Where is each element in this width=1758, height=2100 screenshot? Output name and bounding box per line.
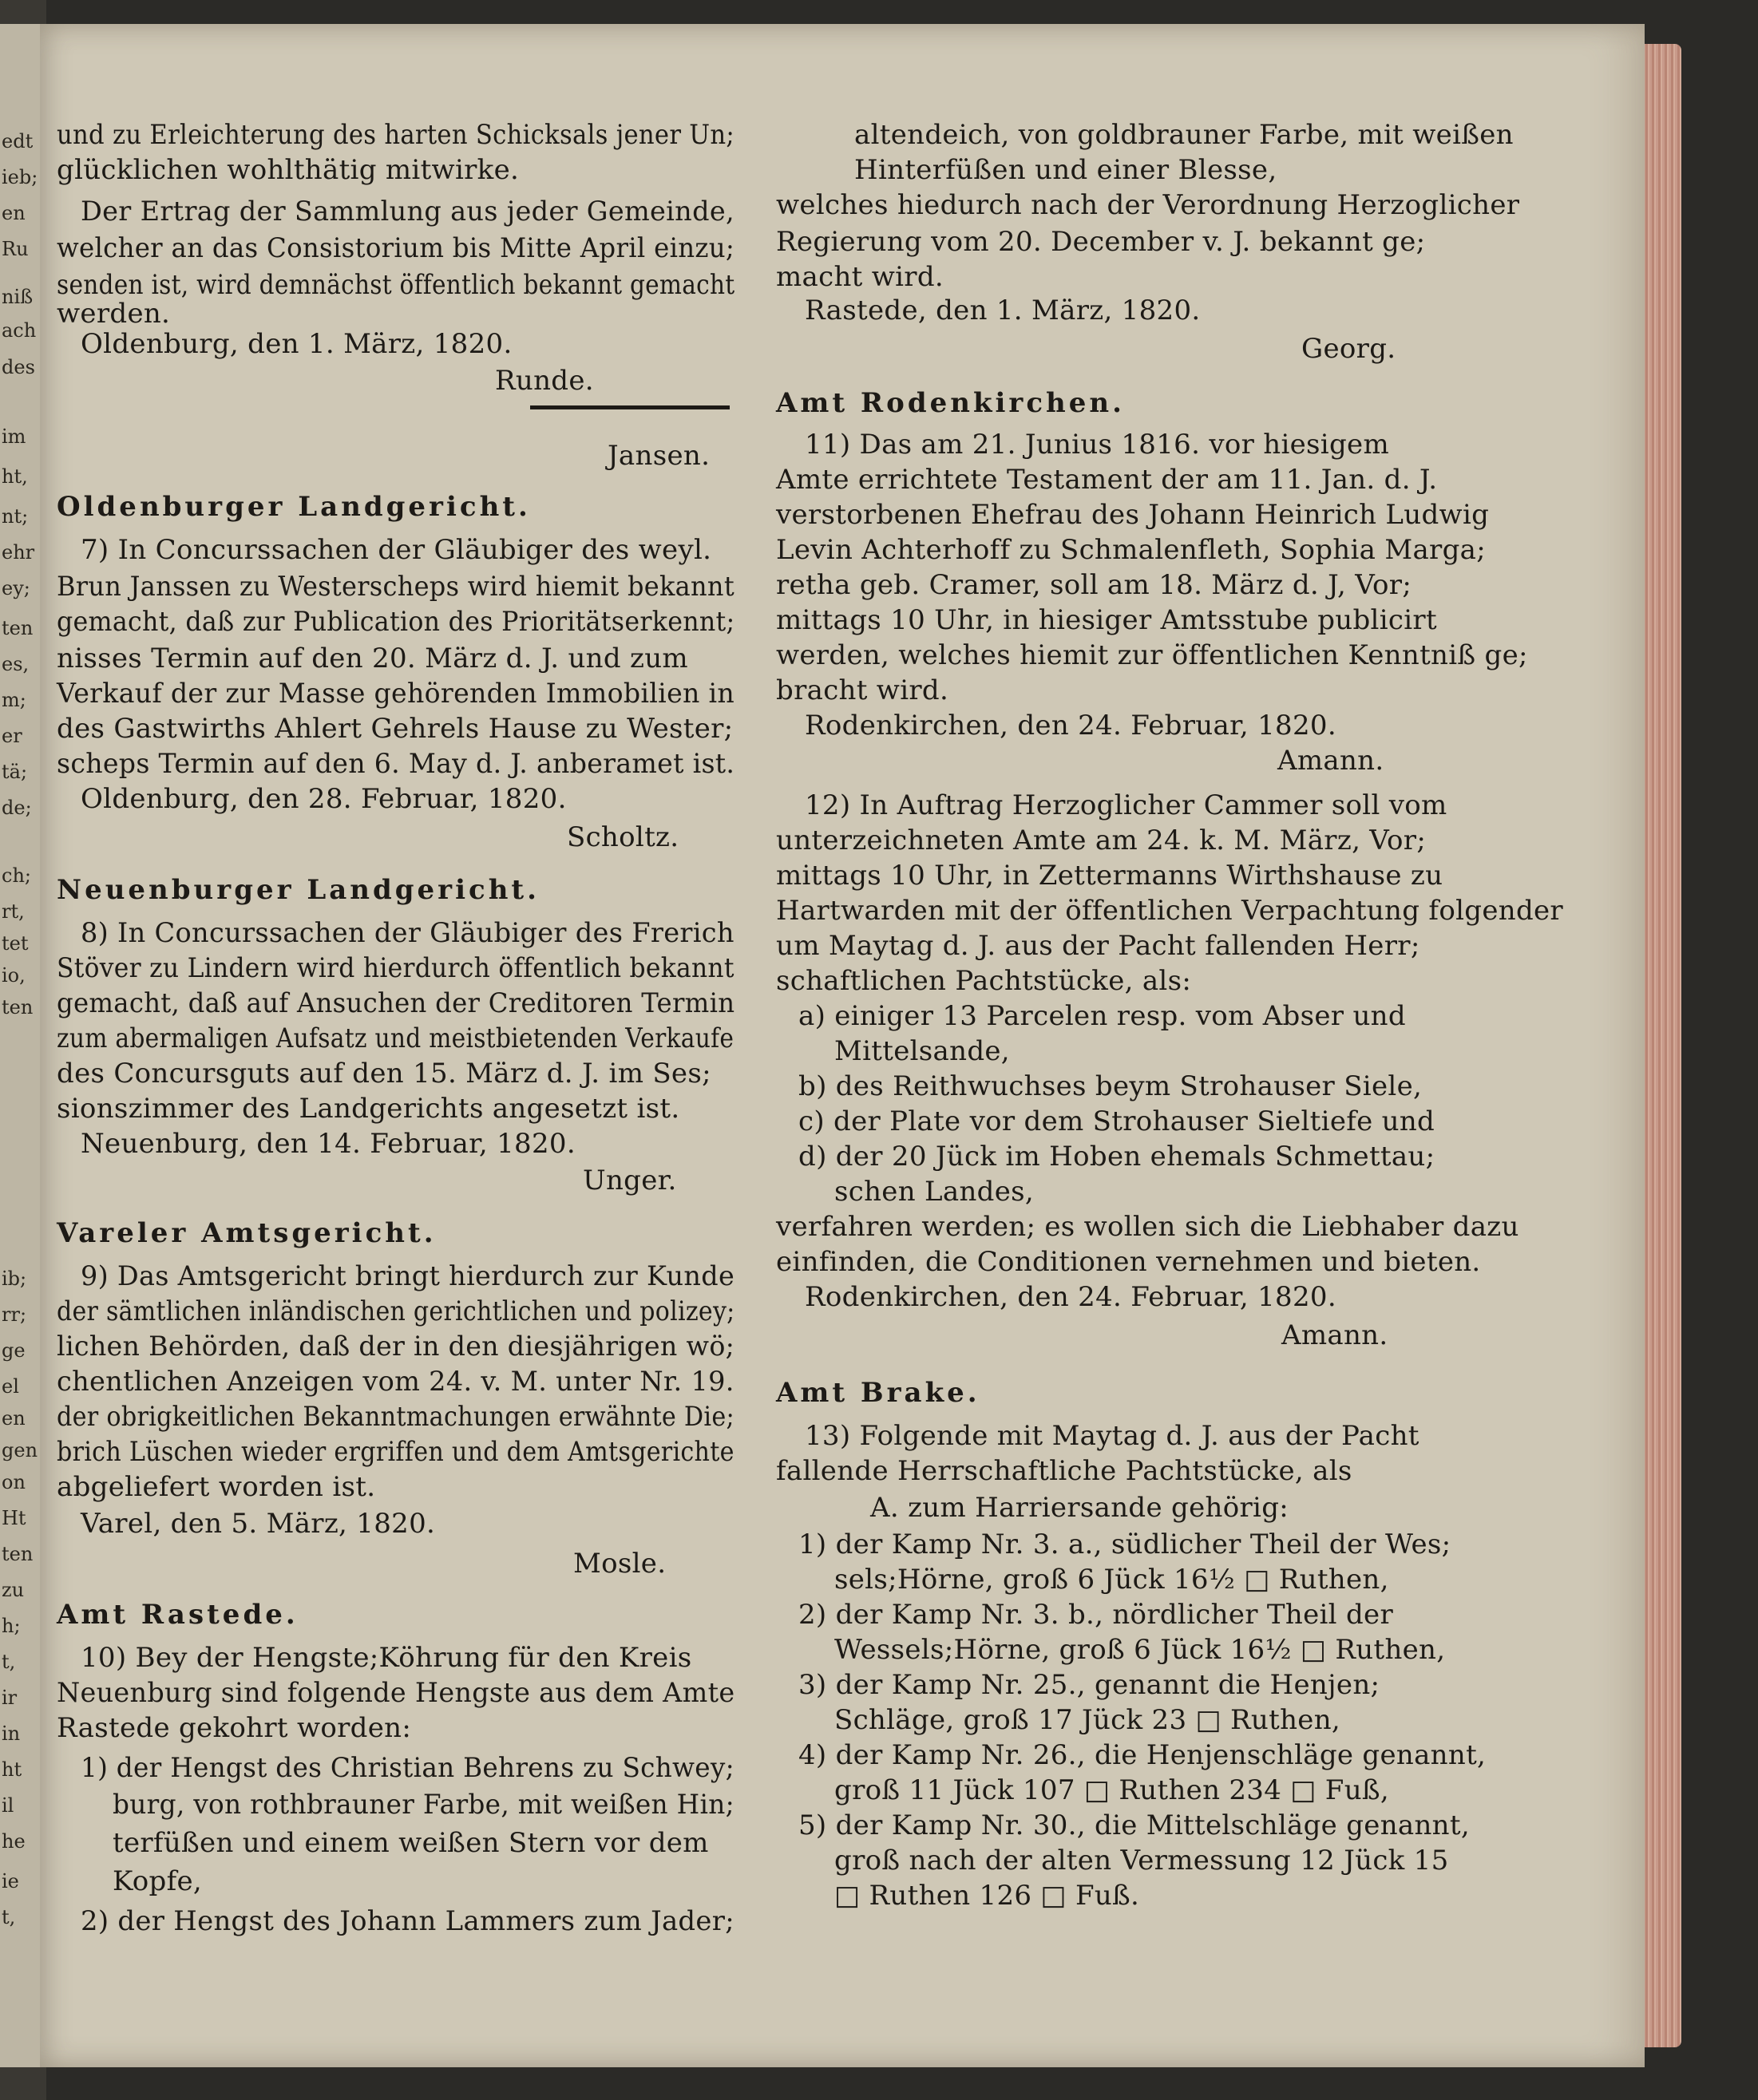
margin-fragment: ie: [2, 1870, 19, 1892]
text-line: bracht wird.: [776, 674, 949, 706]
text-line: brich Lüschen wieder ergriffen und dem Amtsgerichte: [57, 1436, 734, 1468]
text-line: chentlichen Anzeigen vom 24. v. M. unter Nr. 19.: [57, 1366, 734, 1398]
margin-fragment: tä;: [2, 761, 28, 783]
text-line: macht wird.: [776, 261, 944, 293]
text-line: groß 11 Jück 107 □ Ruthen 234 □ Fuß,: [834, 1774, 1390, 1806]
text-line: werden.: [57, 298, 171, 330]
text-line: 4) der Kamp Nr. 26., die Henjenschläge genannt,: [798, 1739, 1487, 1771]
text-line: b) des Reithwuchses beym Strohauser Siele,: [798, 1070, 1423, 1102]
margin-fragment: ten: [2, 1543, 34, 1565]
margin-fragment: ch;: [2, 864, 31, 887]
text-line: Rodenkirchen, den 24. Februar, 1820.: [805, 710, 1336, 742]
text-line: Hartwarden mit der öffentlichen Verpachtung folgender: [776, 895, 1563, 927]
text-line: schen Landes,: [834, 1176, 1035, 1208]
text-line: a) einiger 13 Parcelen resp. vom Abser und: [798, 1000, 1406, 1032]
section-heading: Amt Rodenkirchen.: [776, 387, 1125, 419]
text-line: altendeich, von goldbrauner Farbe, mit weißen: [854, 119, 1514, 151]
text-line: Rastede, den 1. März, 1820.: [805, 295, 1201, 326]
margin-fragment: il: [2, 1794, 14, 1817]
text-line: 7) In Concurssachen der Gläubiger des weyl.: [81, 534, 712, 566]
text-line: c) der Plate vor dem Strohauser Sieltiefe und: [798, 1105, 1435, 1137]
signature: Runde.: [495, 365, 594, 397]
text-line: terfüßen und einem weißen Stern vor dem: [113, 1827, 709, 1859]
margin-fragment: on: [2, 1471, 26, 1493]
text-line: gemacht, daß auf Ansuchen der Creditoren Termin: [57, 987, 735, 1019]
margin-fragment: des: [2, 356, 35, 378]
text-line: um Maytag d. J. aus der Pacht fallenden Herr;: [776, 930, 1420, 962]
text-line: groß nach der alten Vermessung 12 Jück 15: [834, 1845, 1449, 1877]
text-line: der obrigkeitlichen Bekanntmachungen erwähnte Die;: [57, 1401, 734, 1433]
text-line: welcher an das Consistorium bis Mitte April einzu;: [57, 232, 735, 264]
text-line: werden, welches hiemit zur öffentlichen Kenntniß ge;: [776, 639, 1528, 671]
text-line: Stöver zu Lindern wird hierdurch öffentlich bekannt: [57, 952, 734, 984]
text-line: 12) In Auftrag Herzoglicher Cammer soll vom: [805, 789, 1447, 821]
text-line: der sämtlichen inländischen gerichtlichen und polizey;: [57, 1295, 735, 1327]
section-heading: Oldenburger Landgericht.: [57, 491, 531, 523]
text-line: lichen Behörden, daß der in den diesjährigen wö;: [57, 1331, 735, 1362]
text-line: scheps Termin auf den 6. May d. J. anberamet ist.: [57, 748, 735, 780]
margin-fragment: ht,: [2, 465, 28, 488]
text-line: Neuenburg, den 14. Februar, 1820.: [81, 1128, 576, 1160]
text-line: 5) der Kamp Nr. 30., die Mittelschläge genannt,: [798, 1809, 1470, 1841]
margin-fragment: zu: [2, 1579, 25, 1601]
margin-fragment: ge: [2, 1339, 26, 1362]
margin-fragment: ey;: [2, 577, 30, 599]
margin-fragment: el: [2, 1375, 19, 1398]
text-line: sels;Hörne, groß 6 Jück 16½ □ Ruthen,: [834, 1564, 1389, 1596]
text-line: d) der 20 Jück im Hoben ehemals Schmettau;: [798, 1141, 1435, 1173]
signature: Georg.: [1301, 333, 1396, 365]
margin-fragment: rt,: [2, 900, 25, 923]
text-line: retha geb. Cramer, soll am 18. März d. J, Vor;: [776, 569, 1412, 601]
section-heading: Neuenburger Landgericht.: [57, 874, 540, 906]
text-line: nisses Termin auf den 20. März d. J. und zum: [57, 643, 688, 674]
section-heading: Amt Brake.: [776, 1377, 980, 1409]
margin-fragment: ib;: [2, 1268, 27, 1290]
margin-fragment: ehr: [2, 541, 35, 564]
text-line: verfahren werden; es wollen sich die Liebhaber dazu: [776, 1211, 1519, 1243]
text-line: Brun Janssen zu Westerscheps wird hiemit bekannt: [57, 571, 734, 603]
text-line: Varel, den 5. März, 1820.: [81, 1508, 436, 1540]
text-line: Schläge, groß 17 Jück 23 □ Ruthen,: [834, 1704, 1341, 1736]
text-line: 3) der Kamp Nr. 25., genannt die Henjen;: [798, 1669, 1380, 1701]
text-line: Regierung vom 20. December v. J. bekannt ge;: [776, 226, 1426, 258]
text-line: Hinterfüßen und einer Blesse,: [854, 154, 1277, 186]
margin-fragment: ten: [2, 617, 34, 639]
margin-fragment: Ru: [2, 238, 29, 260]
margin-fragment: ht: [2, 1758, 22, 1781]
margin-fragment: ach: [2, 319, 37, 342]
text-line: welches hiedurch nach der Verordnung Herzoglicher: [776, 189, 1520, 221]
margin-fragment: ten: [2, 996, 34, 1018]
margin-fragment: ieb;: [2, 166, 38, 188]
text-line: einfinden, die Conditionen vernehmen und bieten.: [776, 1246, 1481, 1278]
section-heading: Amt Rastede.: [57, 1599, 299, 1631]
text-line: und zu Erleichterung des harten Schicksals jener Un;: [57, 119, 735, 151]
margin-fragment: he: [2, 1830, 26, 1853]
text-line: mittags 10 Uhr, in hiesiger Amtsstube publicirt: [776, 604, 1437, 636]
margin-fragment: t,: [2, 1906, 16, 1928]
margin-fragment: nt;: [2, 505, 29, 528]
text-line: 2) der Hengst des Johann Lammers zum Jader;: [81, 1905, 734, 1937]
margin-fragment: in: [2, 1722, 21, 1745]
margin-fragment: de;: [2, 797, 32, 819]
text-line: Amte errichtete Testament der am 11. Jan. d. J.: [776, 464, 1438, 496]
document-page: [40, 24, 1645, 2067]
text-line: des Gastwirths Ahlert Gehrels Hause zu Wester;: [57, 713, 734, 745]
text-line: abgeliefert worden ist.: [57, 1471, 376, 1503]
margin-fragment: en: [2, 202, 26, 224]
margin-fragment: niß: [2, 286, 34, 308]
text-line: Wessels;Hörne, groß 6 Jück 16½ □ Ruthen,: [834, 1634, 1446, 1666]
signature: Amann.: [1281, 1319, 1388, 1351]
signature: Scholtz.: [567, 821, 679, 853]
text-line: des Concursguts auf den 15. März d. J. im Ses;: [57, 1058, 711, 1090]
margin-fragment: ir: [2, 1687, 18, 1709]
text-line: Levin Achterhoff zu Schmalenfleth, Sophia Marga;: [776, 534, 1486, 566]
text-line: 1) der Kamp Nr. 3. a., südlicher Theil der Wes;: [798, 1529, 1451, 1560]
text-line: sionszimmer des Landgerichts angesetzt ist.: [57, 1093, 680, 1125]
margin-fragment: t,: [2, 1651, 16, 1673]
text-line: Verkauf der zur Masse gehörenden Immobilien in: [57, 678, 735, 710]
text-line: Der Ertrag der Sammlung aus jeder Gemeinde,: [81, 196, 734, 227]
signature: Unger.: [583, 1165, 677, 1196]
text-line: glücklichen wohlthätig mitwirke.: [57, 154, 520, 186]
margin-fragment: h;: [2, 1615, 21, 1637]
divider-rule: [530, 405, 730, 409]
text-line: Oldenburg, den 28. Februar, 1820.: [81, 783, 567, 815]
margin-fragment: edt: [2, 130, 34, 152]
text-line: 10) Bey der Hengste;Köhrung für den Kreis: [81, 1642, 692, 1674]
text-line: burg, von rothbrauner Farbe, mit weißen Hin;: [113, 1789, 734, 1821]
margin-fragment: en: [2, 1407, 26, 1430]
text-line: Rodenkirchen, den 24. Februar, 1820.: [805, 1281, 1336, 1313]
margin-fragment: tet: [2, 932, 29, 955]
margin-fragment: Ht: [2, 1507, 26, 1529]
section-heading: Vareler Amtsgericht.: [57, 1217, 437, 1249]
text-line: senden ist, wird demnächst öffentlich bekannt gemacht: [57, 269, 735, 301]
signature: Amann.: [1277, 745, 1384, 777]
text-line: 1) der Hengst des Christian Behrens zu Schwey;: [81, 1752, 734, 1784]
text-line: unterzeichneten Amte am 24. k. M. März, Vor;: [776, 825, 1427, 856]
text-line: Oldenburg, den 1. März, 1820.: [81, 328, 513, 360]
text-line: Kopfe,: [113, 1865, 203, 1897]
text-line: verstorbenen Ehefrau des Johann Heinrich Ludwig: [776, 499, 1490, 531]
margin-fragment: m;: [2, 689, 26, 711]
text-line: zum abermaligen Aufsatz und meistbietenden Verkaufe: [57, 1022, 734, 1054]
text-line: □ Ruthen 126 □ Fuß.: [834, 1880, 1140, 1912]
text-line: 9) Das Amtsgericht bringt hierdurch zur Kunde: [81, 1260, 735, 1292]
signature: Jansen.: [608, 440, 711, 472]
margin-fragment: es,: [2, 653, 30, 675]
text-line: gemacht, daß zur Publication des Prioritätserkennt;: [57, 606, 735, 638]
margin-fragment: im: [2, 425, 26, 448]
text-line: Mittelsande,: [834, 1035, 1010, 1067]
subheading: A. zum Harriersande gehörig:: [870, 1492, 1289, 1524]
text-line: Rastede gekohrt worden:: [57, 1712, 412, 1744]
margin-fragment: io,: [2, 964, 26, 987]
margin-fragment: er: [2, 725, 22, 747]
text-line: Neuenburg sind folgende Hengste aus dem Amte: [57, 1677, 735, 1709]
text-line: 8) In Concurssachen der Gläubiger des Frerich: [81, 917, 734, 949]
text-line: 11) Das am 21. Junius 1816. vor hiesigem: [805, 429, 1389, 461]
text-line: 2) der Kamp Nr. 3. b., nördlicher Theil der: [798, 1599, 1393, 1631]
text-line: 13) Folgende mit Maytag d. J. aus der Pacht: [805, 1420, 1419, 1452]
text-line: schaftlichen Pachtstücke, als:: [776, 965, 1192, 997]
margin-fragment: rr;: [2, 1303, 27, 1326]
text-line: fallende Herrschaftliche Pachtstücke, als: [776, 1455, 1352, 1487]
text-line: mittags 10 Uhr, in Zettermanns Wirthshause zu: [776, 860, 1443, 892]
signature: Mosle.: [573, 1548, 667, 1580]
margin-fragment: gen: [2, 1439, 38, 1461]
